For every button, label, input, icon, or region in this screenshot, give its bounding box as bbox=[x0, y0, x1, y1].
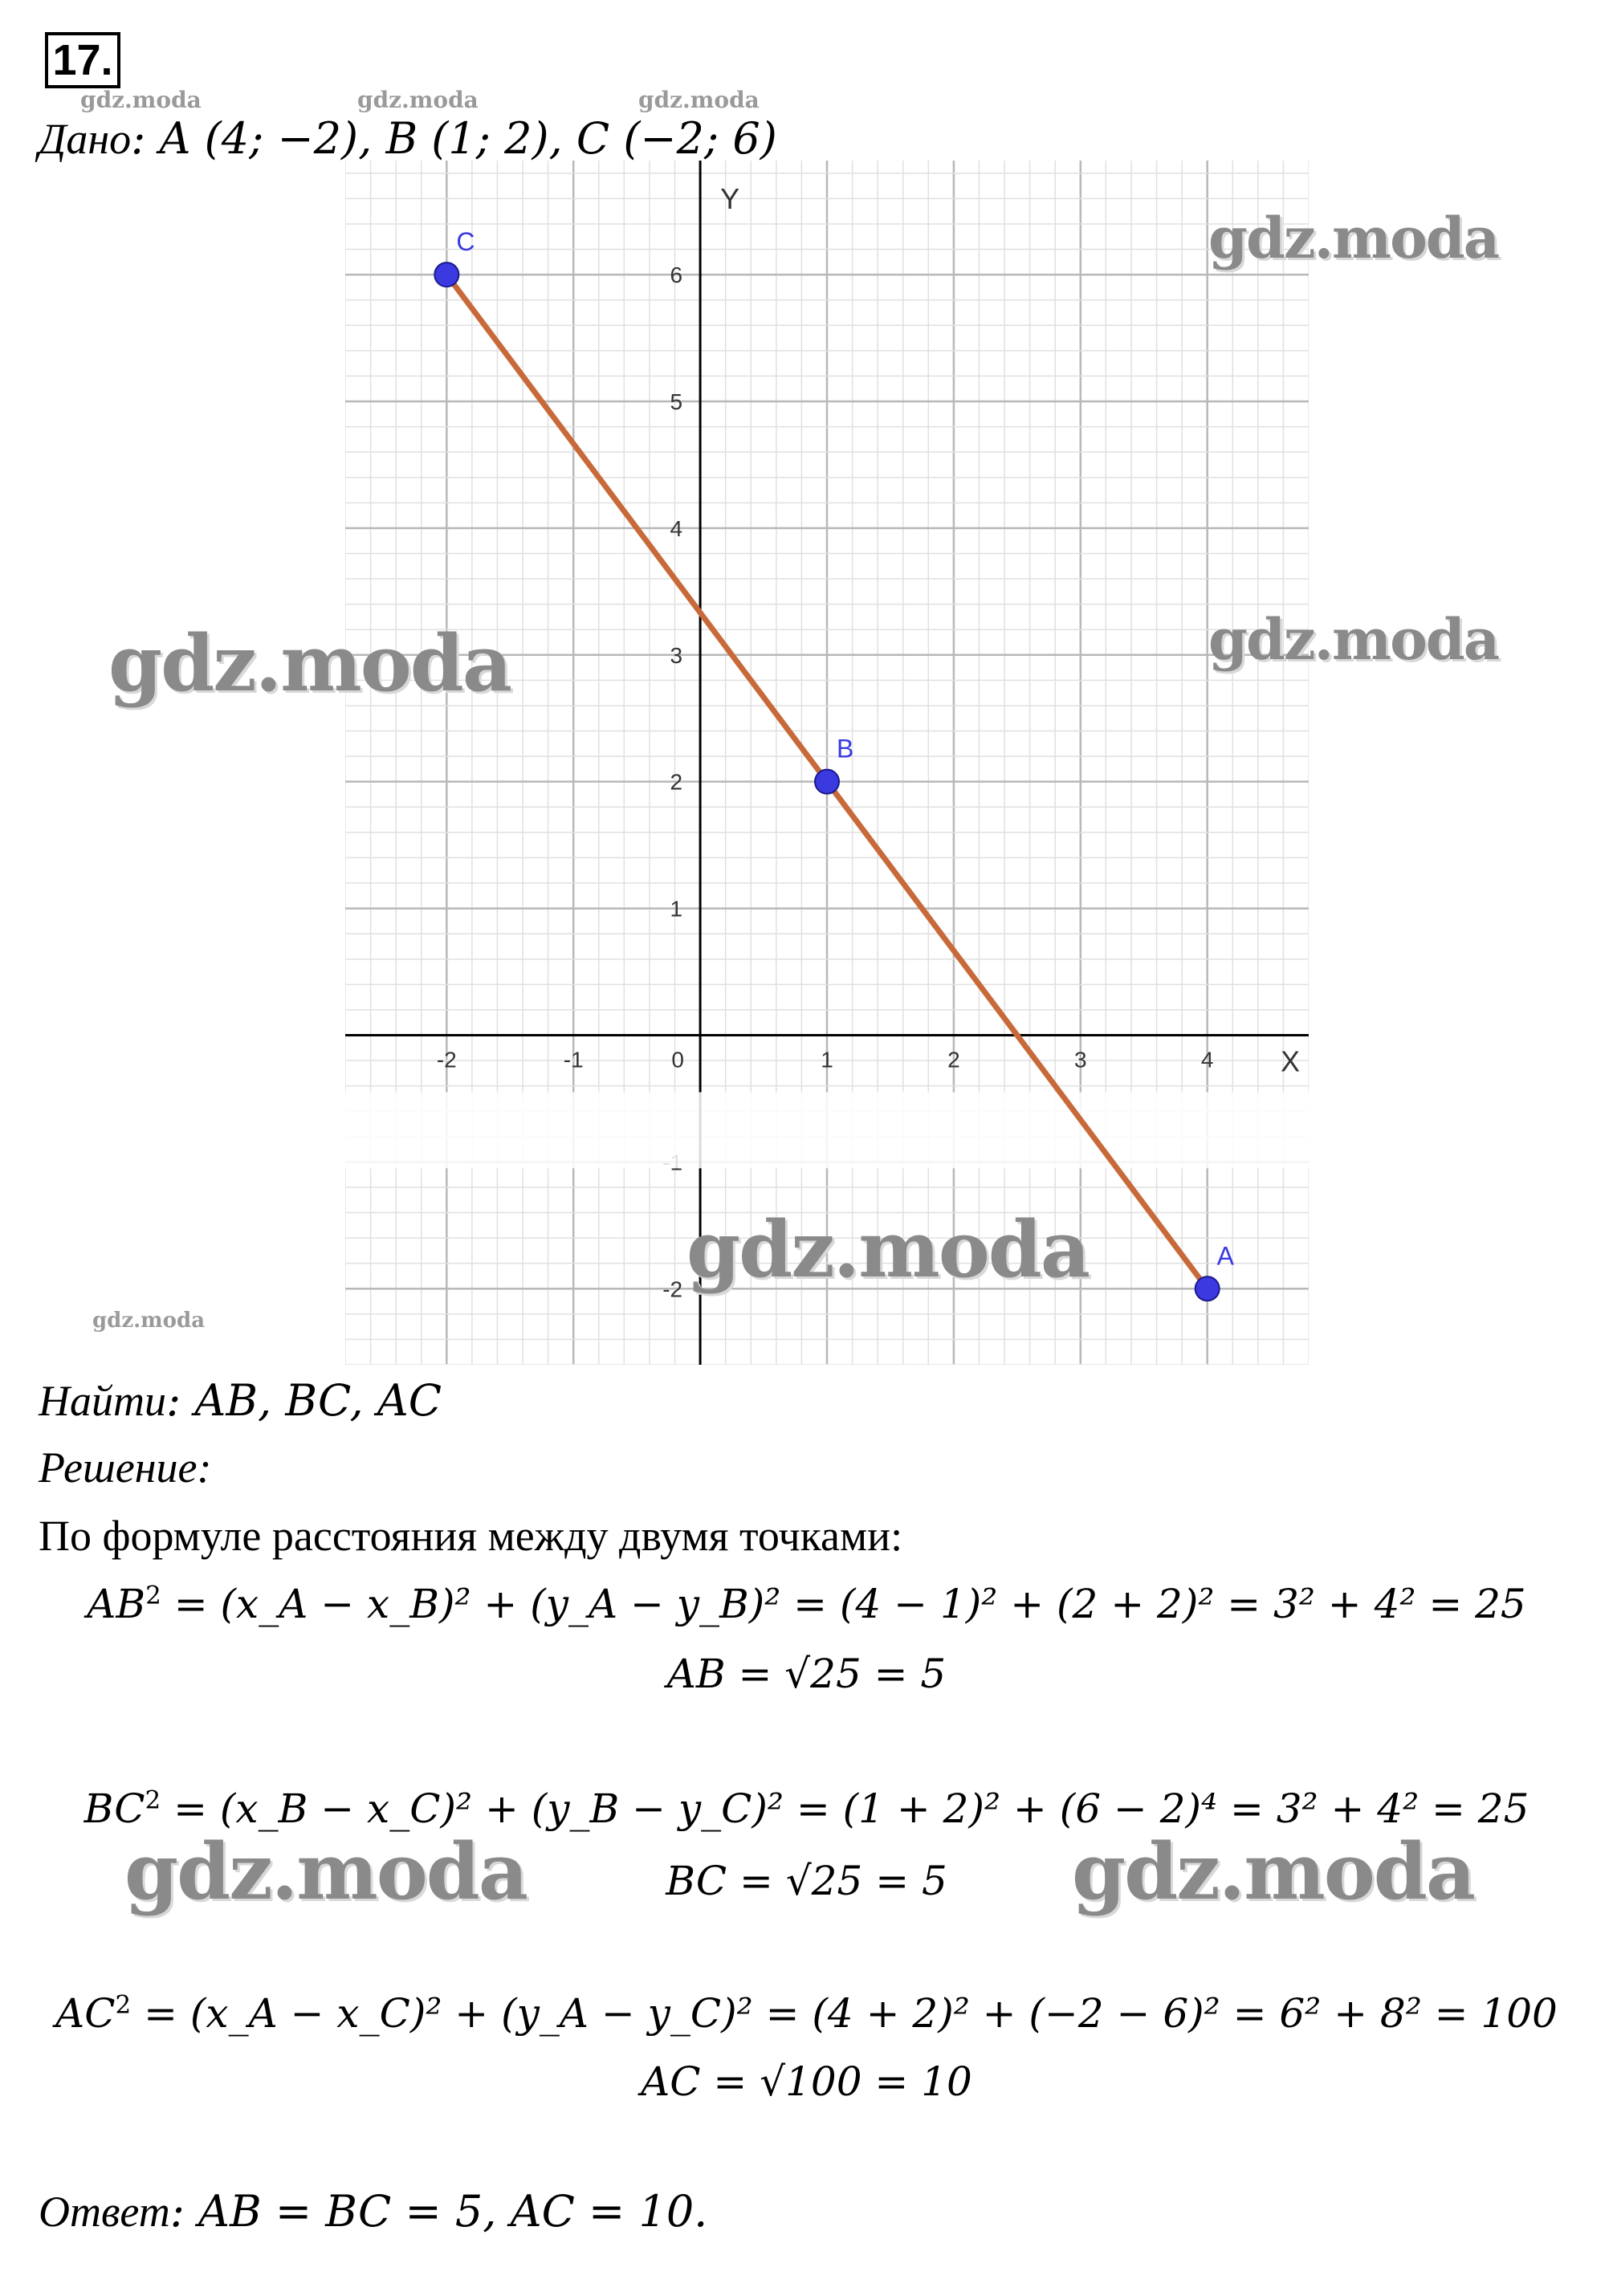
ac-formula bbox=[0, 1987, 1613, 2040]
watermark: gdz.moda bbox=[357, 87, 479, 113]
watermark: gdz.moda bbox=[80, 87, 202, 113]
watermark: gdz.moda bbox=[638, 87, 760, 113]
bc-lhs: BC bbox=[84, 1785, 145, 1832]
y-tick-label: 3 bbox=[670, 642, 683, 668]
y-tick-label: 1 bbox=[670, 896, 683, 922]
solution-label: Решение: bbox=[39, 1443, 212, 1492]
x-tick-label: 4 bbox=[1200, 1047, 1214, 1073]
y-tick-label: -2 bbox=[662, 1276, 683, 1302]
ac-expansion: = (x_A − x_C)² + (y_A − y_C)² = (4 + 2)² + (−2 − 6)² = 6² + 8² = 100 bbox=[131, 1990, 1558, 2037]
given-line bbox=[39, 112, 777, 165]
x-tick-label: 1 bbox=[821, 1047, 833, 1073]
find-line bbox=[39, 1374, 442, 1427]
point-label-C: C bbox=[456, 227, 475, 257]
given-label: Дано bbox=[39, 115, 132, 163]
watermark: gdz.moda bbox=[1072, 1826, 1475, 1917]
watermark: gdz.moda bbox=[686, 1204, 1090, 1295]
ab-formula bbox=[0, 1577, 1613, 1630]
x-tick-label: -2 bbox=[436, 1047, 457, 1073]
ac-square: 2 bbox=[115, 1990, 132, 2020]
watermark: gdz.moda bbox=[1208, 606, 1499, 673]
bc-expansion: = (x_B − x_C)² + (y_B − y_C)² = (1 + 2)² + (6 − 2)⁴ = 3² + 4² = 25 bbox=[161, 1785, 1529, 1832]
problem-number: 17. bbox=[45, 32, 120, 88]
x-tick-label: 3 bbox=[1074, 1047, 1087, 1073]
x-tick-label: -1 bbox=[563, 1047, 584, 1073]
point-label-A: A bbox=[1216, 1241, 1235, 1271]
ac-result: AC = √100 = 10 bbox=[641, 2058, 972, 2105]
point-C bbox=[434, 263, 458, 287]
y-tick-label: 6 bbox=[670, 263, 683, 288]
watermark: gdz.moda bbox=[108, 618, 511, 709]
coordinate-graph bbox=[345, 161, 1309, 1365]
ab-lhs: AB bbox=[87, 1581, 146, 1627]
point-A bbox=[1195, 1276, 1220, 1301]
x-tick-label: 2 bbox=[947, 1047, 960, 1073]
method-text: По формуле расстояния между двумя точками: bbox=[39, 1512, 903, 1560]
find-label: Найти bbox=[39, 1377, 166, 1425]
x-axis-label: X bbox=[1281, 1044, 1301, 1078]
point-B bbox=[815, 770, 839, 794]
bc-result: BC = √25 = 5 bbox=[666, 1858, 947, 1904]
point-label-B: B bbox=[837, 734, 854, 763]
ab-expansion: = (x_A − x_B)² + (y_A − y_B)² = (4 − 1)² + (2 + 2)² = 3² + 4² = 25 bbox=[161, 1581, 1526, 1627]
watermark: gdz.moda bbox=[92, 1309, 206, 1333]
find-text: : AB, BC, AC bbox=[166, 1375, 442, 1426]
answer-label: Ответ bbox=[39, 2188, 170, 2236]
answer-line bbox=[39, 2185, 707, 2238]
watermark: gdz.moda bbox=[124, 1826, 527, 1917]
given-text: : A (4; −2), B (1; 2), C (−2; 6) bbox=[131, 113, 777, 164]
y-axis-label: Y bbox=[720, 182, 740, 215]
scan-band bbox=[345, 1093, 1309, 1169]
ac-lhs: AC bbox=[55, 1990, 116, 2037]
y-tick-label: 2 bbox=[670, 769, 683, 795]
bc-square: 2 bbox=[145, 1785, 161, 1815]
y-tick-label: 5 bbox=[670, 389, 683, 414]
x-tick-label: 0 bbox=[671, 1047, 684, 1073]
ab-square: 2 bbox=[145, 1581, 161, 1610]
ab-result: AB = √25 = 5 bbox=[666, 1651, 947, 1697]
answer-text: : AB = BC = 5, AC = 10. bbox=[169, 2186, 708, 2237]
watermark: gdz.moda bbox=[1208, 205, 1499, 271]
y-tick-label: 4 bbox=[670, 515, 683, 541]
